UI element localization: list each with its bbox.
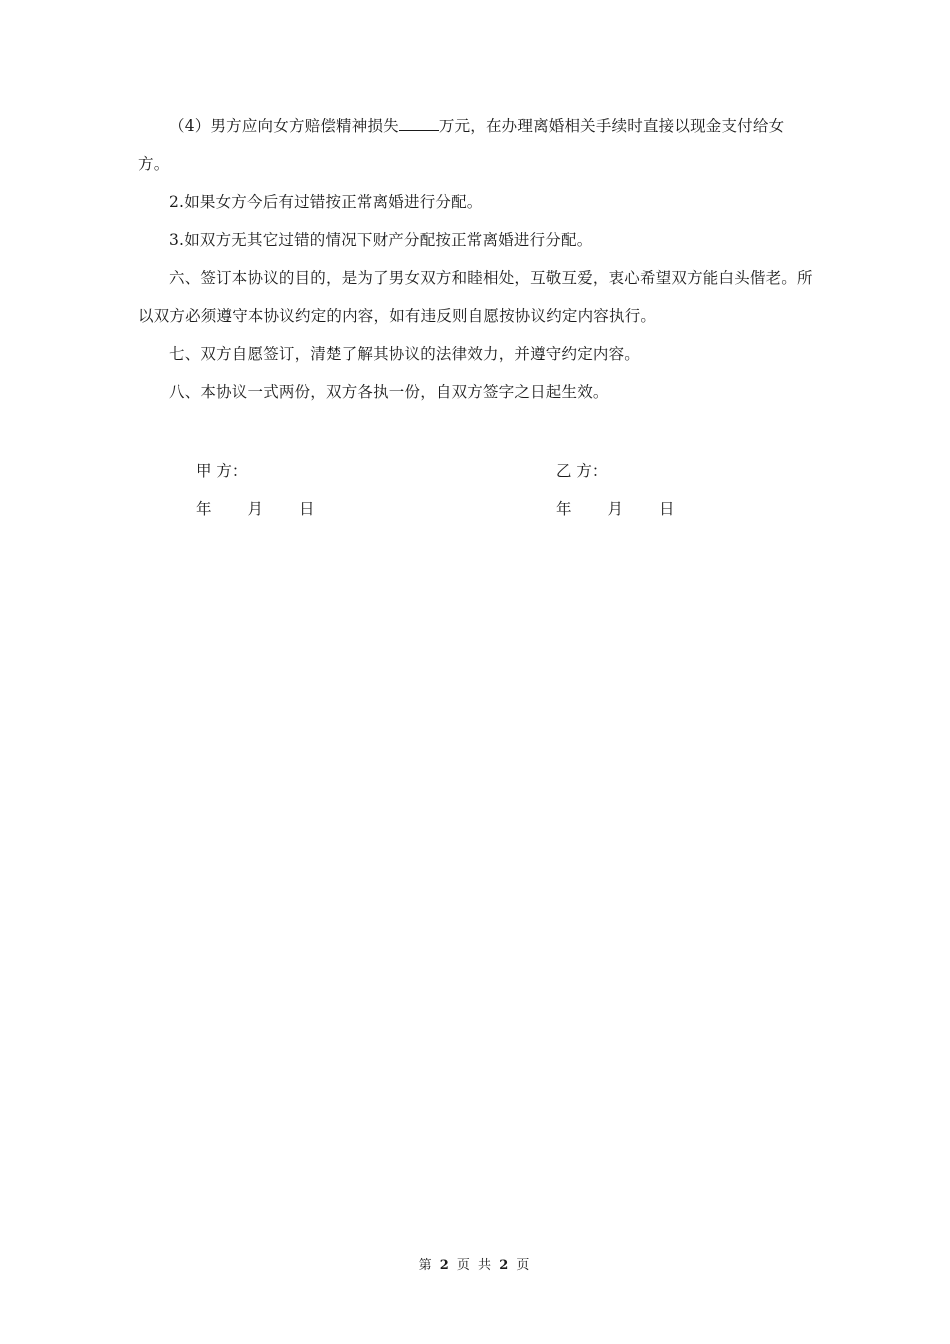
party-a-date [196,499,315,519]
amount-blank-line [399,116,439,131]
party-b-date [556,499,675,519]
party-b-year-label: 年 [556,500,572,518]
paragraph-clause-2: 2.如果女方今后有过错按正常离婚进行分配。 [169,193,483,211]
footer-suffix: 页 [516,1258,532,1273]
paragraph-section-7: 七、双方自愿签订，清楚了解其协议的法律效力，并遵守约定内容。 [169,345,641,363]
page-number-footer [0,1254,950,1273]
party-a-signature-label: 甲 方： [196,462,248,480]
footer-current-page: 2 [439,1258,451,1273]
compensation-text-before: （4）男方应向女方赔偿精神损失 [169,117,399,135]
paragraph-section-6: 六、签订本协议的目的，是为了男女双方和睦相处，互敬互爱，衷心希望双方能白头偕老。所以双方必须遵守本协议约定的内容，如有违反则自愿按协议约定内容执行。 [138,269,813,325]
party-b-day-label: 日 [659,500,675,518]
paragraph-clause-3: 3.如双方无其它过错的情况下财产分配按正常离婚进行分配。 [169,231,593,249]
party-b-signature-label: 乙 方： [556,462,608,480]
footer-middle: 页 共 [456,1258,494,1273]
compensation-text-after: 万元，在办理离婚相关手续时直接以现金支付给女方。 [138,117,785,173]
party-a-day-label: 日 [299,500,315,518]
paragraph-section-8: 八、本协议一式两份，双方各执一份，自双方签字之日起生效。 [169,383,609,401]
paragraph-compensation [138,107,814,183]
party-a-month-label: 月 [247,500,264,518]
party-b-month-label: 月 [607,500,624,518]
footer-prefix: 第 [418,1258,434,1273]
footer-total-pages: 2 [499,1258,511,1273]
party-a-year-label: 年 [196,500,212,518]
